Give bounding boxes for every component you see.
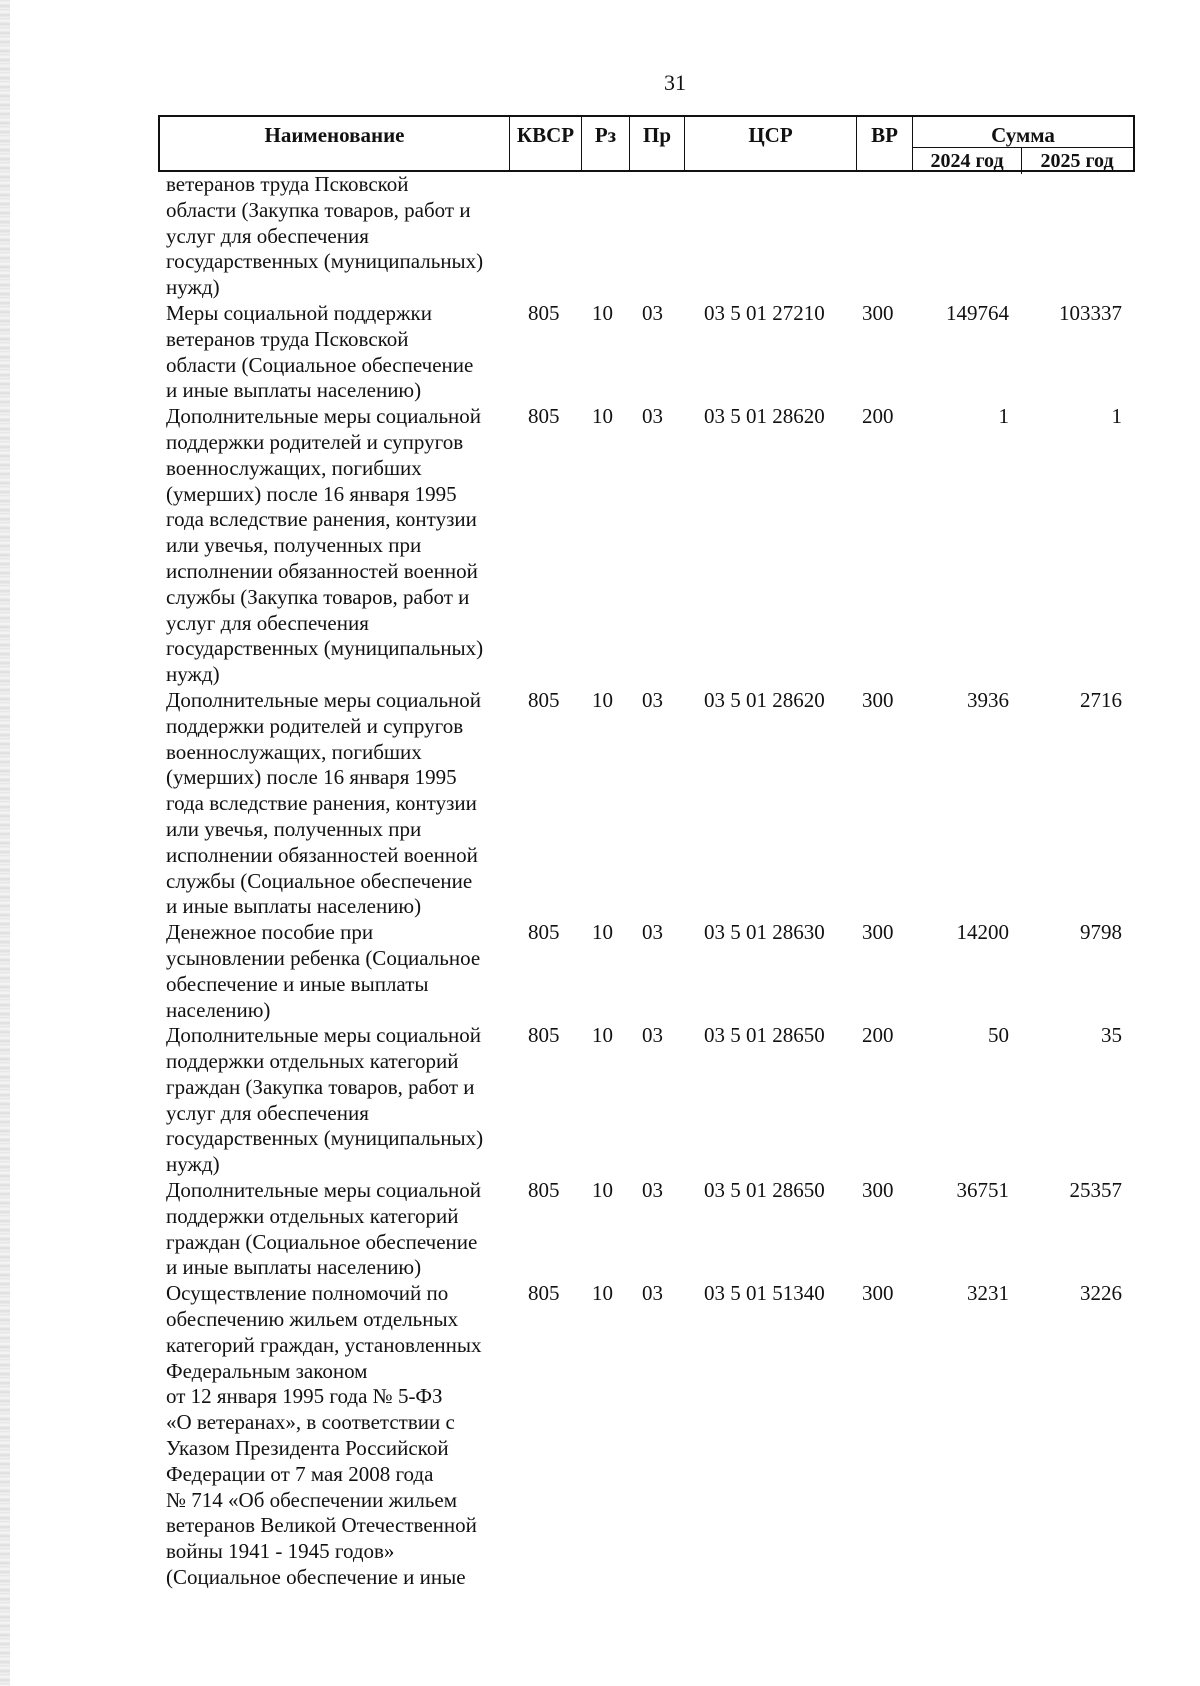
row-sum-2025: 9798 [1080,920,1122,945]
row-rz: 10 [592,404,613,429]
table-body [0,172,1200,1591]
table-row [0,1023,1200,1178]
row-sum-2025: 103337 [1059,300,1122,325]
table-row [0,172,1200,301]
row-sum-2025: 25357 [1069,1178,1122,1203]
row-sum-2024: 14200 [956,920,1009,945]
header-sum: Сумма [913,117,1133,148]
row-rz: 10 [592,300,613,325]
row-sum-2025: 35 [1101,1023,1122,1048]
row-kvsr: 805 [528,404,560,429]
row-csr: 03 5 01 28630 [704,920,825,945]
row-pr: 03 [642,687,663,712]
row-rz: 10 [592,920,613,945]
header-year-2025: 2025 год [1040,150,1114,172]
row-kvsr: 805 [528,1281,560,1306]
row-kvsr: 805 [528,687,560,712]
row-vr: 300 [862,687,894,712]
row-name: Дополнительные меры социальной поддержки родителей и супругов военнослужащих, погибших (умерших) после 16 января 1995 года вследствие ранения, контузии или увечья, полученных при исполнении обязанностей военной службы (Закупка товаров, работ и услуг для обеспечения государственных (муниципальных) нужд) [166,404,484,687]
row-kvsr: 805 [528,300,560,325]
row-vr: 300 [862,300,894,325]
row-sum-2024: 149764 [946,300,1009,325]
row-sum-2025: 2716 [1080,687,1122,712]
row-rz: 10 [592,1178,613,1203]
row-sum-2024: 36751 [956,1178,1009,1203]
row-pr: 03 [642,404,663,429]
table-row [0,1281,1200,1591]
row-pr: 03 [642,300,663,325]
row-name: Дополнительные меры социальной поддержки родителей и супругов военнослужащих, погибших (умерших) после 16 января 1995 года вследствие ранения, контузии или увечья, полученных при исполнении обязанностей военной службы (Социальное обеспечение и иные выплаты населению) [166,687,482,919]
row-vr: 300 [862,1178,894,1203]
row-name: Дополнительные меры социальной поддержки отдельных категорий граждан (Закупка товаров, работ и услуг для обеспечения государственных (муниципальных) нужд) [166,1023,484,1177]
row-rz: 10 [592,1023,613,1048]
row-name: Дополнительные меры социальной поддержки отдельных категорий граждан (Социальное обеспечение и иные выплаты населению) [166,1178,482,1280]
row-kvsr: 805 [528,1178,560,1203]
header-kvsr: КВСР [510,117,582,170]
row-csr: 03 5 01 28620 [704,687,825,712]
row-sum-2024: 3936 [967,687,1009,712]
row-name: Меры социальной поддержки ветеранов труда Псковской области (Социальное обеспечение и иные выплаты населению) [166,300,474,403]
row-vr: 200 [862,404,894,429]
row-rz: 10 [592,687,613,712]
header-sum-group [913,117,1133,170]
row-sum-2024: 1 [998,404,1009,429]
row-kvsr: 805 [528,1023,560,1048]
row-sum-2025: 3226 [1080,1281,1122,1306]
row-csr: 03 5 01 28620 [704,404,825,429]
row-csr: 03 5 01 28650 [704,1178,825,1203]
row-kvsr: 805 [528,920,560,945]
row-pr: 03 [642,920,663,945]
row-csr: 03 5 01 28650 [704,1023,825,1048]
row-vr: 300 [862,1281,894,1306]
row-sum-2024: 3231 [967,1281,1009,1306]
header-csr: ЦСР [685,117,857,170]
row-name: Осуществление полномочий по обеспечению жильем отдельных категорий граждан, установленных Федеральным законом от 12 января 1995 года № 5-ФЗ «О ветеранах», в соответствии с Указом Президента Российской Федерации от 7 мая 2008 года № 714 «Об обеспечении жильем ветеранов Великой Отечественной войны 1941 - 1945 годов» (Социальное обеспечение и иные [166,1281,482,1590]
row-rz: 10 [592,1281,613,1306]
row-sum-2024: 50 [988,1023,1009,1048]
header-vr: ВР [857,117,913,170]
table-row [0,301,1200,404]
row-sum-2025: 1 [1111,404,1122,429]
table-row [0,688,1200,920]
table-header [158,115,1135,172]
row-pr: 03 [642,1023,663,1048]
row-pr: 03 [642,1281,663,1306]
table-row [0,404,1200,688]
header-pr: Пр [630,117,685,170]
header-year-2024: 2024 год [913,148,1022,174]
row-csr: 03 5 01 27210 [704,300,825,325]
table-row [0,1178,1200,1281]
row-pr: 03 [642,1178,663,1203]
header-rz: Рз [582,117,630,170]
row-name: Денежное пособие при усыновлении ребенка (Социальное обеспечение и иные выплаты населению) [166,920,481,1022]
row-name: ветеранов труда Псковской области (Закупка товаров, работ и услуг для обеспечения государственных (муниципальных) нужд) [166,172,484,300]
row-vr: 200 [862,1023,894,1048]
table-row [0,920,1200,1023]
header-name: Наименование [160,117,510,170]
page-number: 31 [664,70,686,95]
row-csr: 03 5 01 51340 [704,1281,825,1306]
row-vr: 300 [862,920,894,945]
